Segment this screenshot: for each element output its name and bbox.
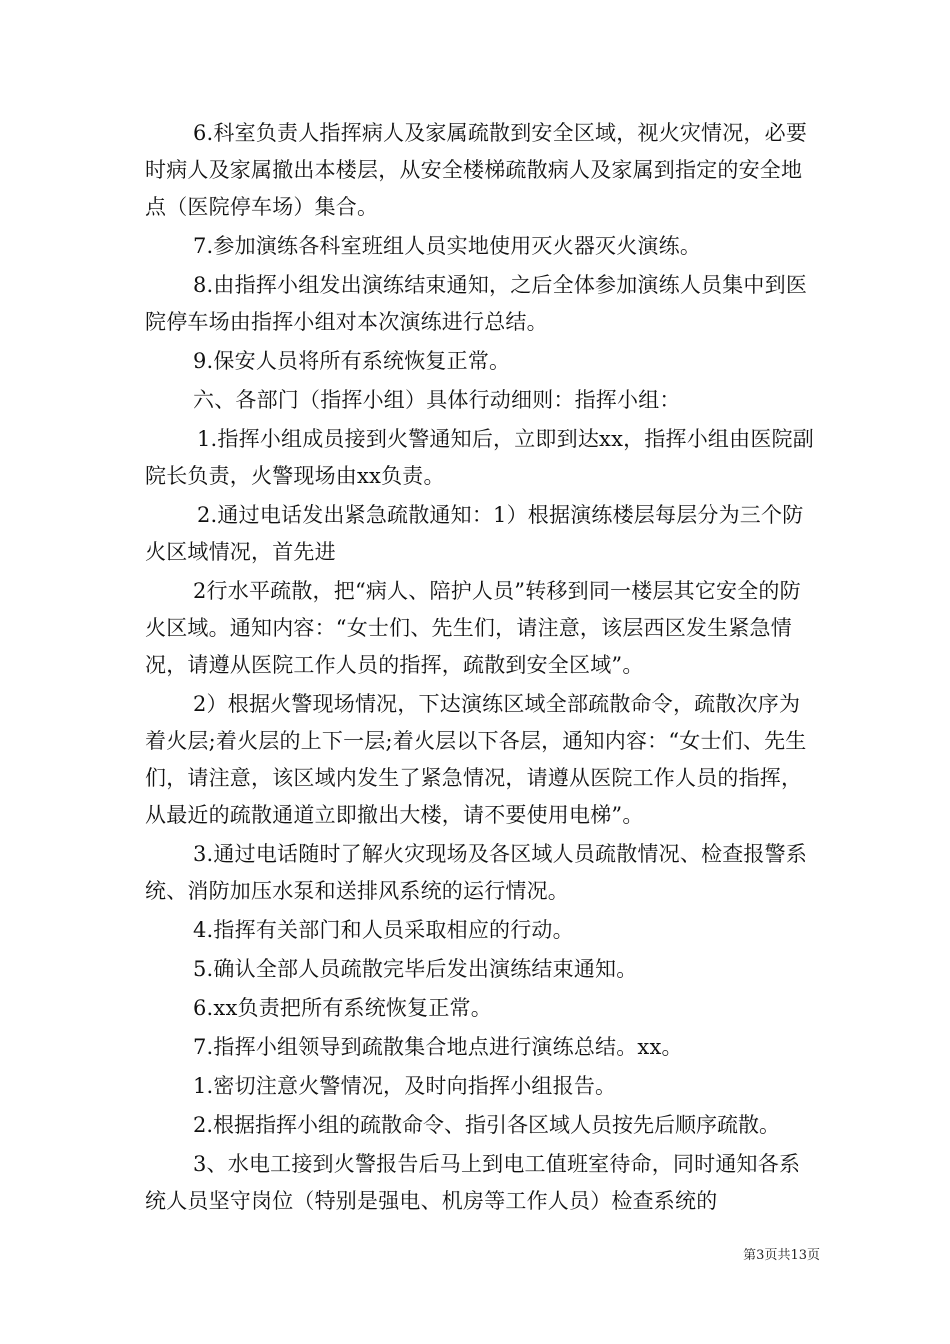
page-number-footer: 第3页共13页 <box>743 1248 820 1263</box>
horizontal-evacuation-paragraph: 2行水平疏散，把“病人、陪护人员”转移到同一楼层其它安全的防火区域。通知内容：“女士们、先生们，请注意，该层西区发生紧急情况，请遵从医院工作人员的指挥，疏散到安全区域”。 <box>145 579 801 677</box>
full-evacuation-paragraph: 2）根据火警现场情况，下达演练区域全部疏散命令，疏散次序为着火层;着火层的上下一层;着火层以下各层，通知内容：“女士们、先生们，请注意，该区域内发生了紧急情况，请遵从医院工作人员的指挥，从最近的疏散通道立即撤出大楼，请不要使用电梯”。 <box>145 692 807 827</box>
paragraph-9-system-restore: 9.保安人员将所有系统恢复正常。 <box>193 349 511 373</box>
command-item-1: 1.指挥小组成员接到火警通知后，立即到达xx，指挥小组由医院副院长负责，火警现场由xx负责。 <box>145 427 814 488</box>
paragraph-7-extinguisher-drill: 7.参加演练各科室班组人员实地使用灭火器灭火演练。 <box>193 234 702 258</box>
security-item-2: 2.根据指挥小组的疏散命令、指引各区域人员按先后顺序疏散。 <box>193 1113 781 1137</box>
command-item-6: 6.xx负责把所有系统恢复正常。 <box>193 996 492 1020</box>
document-body <box>145 115 820 1222</box>
paragraph-6-department-evacuation: 6.科室负责人指挥病人及家属疏散到安全区域，视火灾情况，必要时病人及家属撤出本楼层，从安全楼梯疏散病人及家属到指定的安全地点（医院停车场）集合。 <box>145 121 808 219</box>
command-item-7: 7.指挥小组领导到疏散集合地点进行演练总结。xx。 <box>193 1035 683 1059</box>
command-item-3: 3.通过电话随时了解火灾现场及各区域人员疏散情况、检查报警系统、消防加压水泵和送排风系统的运行情况。 <box>145 842 808 903</box>
electrician-item-3: 3、水电工接到火警报告后马上到电工值班室待命，同时通知各系统人员坚守岗位（特别是强电、机房等工作人员）检查系统的 <box>145 1152 801 1213</box>
command-item-2: 2.通过电话发出紧急疏散通知：1）根据演练楼层每层分为三个防火区域情况，首先进 <box>145 503 804 564</box>
paragraph-8-drill-end-notice: 8.由指挥小组发出演练结束通知，之后全体参加演练人员集中到医院停车场由指挥小组对本次演练进行总结。 <box>145 273 808 334</box>
security-item-1: 1.密切注意火警情况，及时向指挥小组报告。 <box>193 1074 617 1098</box>
command-item-5: 5.确认全部人员疏散完毕后发出演练结束通知。 <box>193 957 638 981</box>
command-item-4: 4.指挥有关部门和人员采取相应的行动。 <box>193 918 574 942</box>
section-six-heading: 六、各部门（指挥小组）具体行动细则：指挥小组： <box>193 388 681 412</box>
